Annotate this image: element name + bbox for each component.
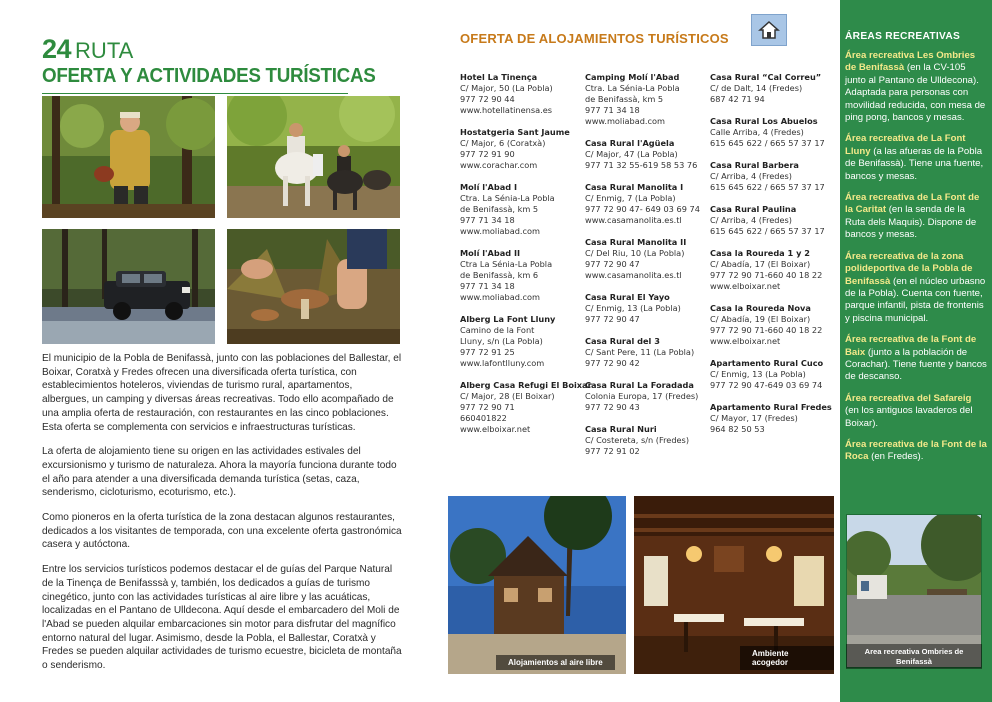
accommodation-entry <box>710 402 836 435</box>
photo-caption: Alojamientos al aire libre <box>496 655 615 670</box>
recreational-area-item <box>845 439 987 464</box>
recreational-area-name: Área recreativa de la zona polideportiva de la Pobla de Benifassà <box>845 250 973 287</box>
accommodation-entry <box>585 380 711 413</box>
accommodation-detail: 687 42 71 94 <box>710 94 765 104</box>
accommodation-detail: 977 72 91 02 <box>585 446 640 456</box>
recreational-area-item <box>845 251 987 325</box>
photo-horse-riders <box>227 96 400 218</box>
sidebar-photo-caption: Area recreativa Ombries de Benifassà <box>846 644 982 669</box>
accommodation-detail: 964 82 50 53 <box>710 424 765 434</box>
page-title: OFERTA Y ACTIVIDADES TURÍSTICAS <box>42 65 376 87</box>
body-paragraph: El municipio de la Pobla de Benifassà, junto con las poblaciones del Ballestar, el Boixar, Coratxà y Fredes ofrecen una diversificada oferta turística, con establecimientos hoteleros, viviendas de turismo rural, apartamentos, albergues, un camping y diversas áreas recreativas. Todo ello acompañado de una amplia oferta de restauración, con restaurantes en las cinco poblaciones. Esta oferta se complementa con servicios e infraestructuras turísticas. <box>42 353 402 433</box>
accommodation-entry <box>460 72 582 116</box>
accommodation-detail: Colonia Europa, 17 (Fredes) <box>585 391 699 401</box>
accommodation-detail[interactable]: www.lafontlluny.com <box>460 358 545 368</box>
accommodation-entry <box>460 248 582 303</box>
offer-heading: OFERTA DE ALOJAMIENTOS TURÍSTICOS <box>460 31 729 46</box>
accommodation-name: Casa Rural Nuri <box>585 424 657 434</box>
accommodation-detail[interactable]: www.corachar.com <box>460 160 538 170</box>
accommodation-name: Molí l'Abad I <box>460 182 518 192</box>
accommodation-detail: de Benifassà, km 6 <box>460 270 539 280</box>
recreational-area-name: Área recreativa de la Font de la Roca <box>845 438 987 463</box>
accommodation-name: Alberg La Font Lluny <box>460 314 556 324</box>
accommodation-detail: C/ Major, 28 (El Boixar) <box>460 391 555 401</box>
accommodation-detail[interactable]: www.moliabad.com <box>460 226 540 236</box>
house-icon[interactable] <box>751 14 787 46</box>
accommodation-detail: 977 72 90 71-660 40 18 22 <box>710 325 823 335</box>
accommodation-detail: 977 72 91 90 <box>460 149 515 159</box>
recreational-area-item <box>845 192 987 242</box>
accommodation-detail: 977 72 90 42 <box>585 358 640 368</box>
accommodation-detail: C/ Abadía, 19 (El Boixar) <box>710 314 811 324</box>
accommodation-detail[interactable]: www.moliabad.com <box>585 116 665 126</box>
photo-jeep-forest <box>42 229 215 344</box>
recreational-area-desc: (en Fredes). <box>868 451 924 463</box>
title-divider <box>42 93 348 94</box>
sidebar-list <box>845 50 987 473</box>
accommodation-entry <box>585 336 711 369</box>
recreational-area-desc: (en la CV-105 junto al Pantano de Ulldecona). Adaptada para personas con movilidad reducida, con mesa de ping pong, bancos y mesas. <box>845 62 986 124</box>
accommodation-detail: C/ Mayor, 17 (Fredes) <box>710 413 798 423</box>
accommodation-detail: 977 71 32 55-619 58 53 76 <box>585 160 698 170</box>
accommodation-entry <box>585 138 711 171</box>
accommodation-name: Casa Rural l'Agüela <box>585 138 675 148</box>
recreational-area-name: Área recreativa de La Font Lluny <box>845 133 966 157</box>
accommodation-entry <box>460 380 592 435</box>
accommodation-detail: 977 72 90 47-649 03 69 74 <box>710 380 823 390</box>
accommodation-detail: C/ Arriba, 4 (Fredes) <box>710 171 792 181</box>
recreational-area-desc: (en el núcleo urbasno de la Pobla). Cuenta con fuente, parque infantil, pista de frontenis y piscina municipal. <box>845 275 986 324</box>
recreational-area-desc: (a las afueras de la Pobla de Benifassà). Tiene una fuente, bancos y mesas. <box>845 145 984 182</box>
accommodation-name: Casa Rural Manolita II <box>585 237 687 247</box>
sidebar-recreational-areas <box>840 0 992 702</box>
accommodation-entry <box>460 314 582 369</box>
accommodation-name: Alberg Casa Refugi El Boixar <box>460 380 592 390</box>
accommodation-name: Casa Rural Manolita I <box>585 182 684 192</box>
body-paragraph: Entre los servicios turísticos podemos destacar el de guías del Parque Natural de la Tinença de Benifasssà y, también, los dedicados a guías de turismo cinegético, junto con las actividades turísticas al aire libre y las acuáticas, localizadas en el Pantano de Ulldecona. Aquí desde el embarcadero del Moli de l'Abad se pueden alquilar embarcaciones sin motor para disfrutar del magnífico entorno natural del lugar. Asimismo, desde la Pobla, el Ballestar, Coratxà y Fredes se pueden alquilar actividades de turismo ecuestre, bicicleta de montaña o senderismo. <box>42 564 402 672</box>
accommodation-name: Molí l'Abad II <box>460 248 521 258</box>
accommodation-detail: 615 645 622 / 665 57 37 17 <box>710 226 825 236</box>
accommodation-entry <box>710 204 836 237</box>
photo-caption: Ambiente acogedor <box>740 646 834 670</box>
accommodation-detail: 977 72 90 71 <box>460 402 515 412</box>
left-page <box>0 0 420 702</box>
accommodation-detail: C/ Del Riu, 10 (La Pobla) <box>585 248 685 258</box>
accommodation-detail: 615 645 622 / 665 57 37 17 <box>710 182 825 192</box>
accommodation-detail[interactable]: www.casamanolita.es.tl <box>585 215 682 225</box>
accommodation-detail: 660401822 <box>460 413 507 423</box>
accommodation-detail: de Benifassà, km 5 <box>460 204 539 214</box>
accommodation-entry <box>585 292 711 325</box>
accommodation-entry <box>585 424 711 457</box>
route-number: 24 <box>42 34 72 64</box>
recreational-area-item <box>845 334 987 384</box>
accommodation-detail[interactable]: www.moliabad.com <box>460 292 540 302</box>
recreational-area-name: Área recreativa de la Font de Baix <box>845 334 977 358</box>
accommodation-detail: C/ Enmig, 7 (La Pobla) <box>585 193 676 203</box>
accommodation-detail: C/ Abadía, 17 (El Boixar) <box>710 259 811 269</box>
accommodation-detail: 977 72 90 47 <box>585 314 640 324</box>
accommodation-name: Casa la Roureda 1 y 2 <box>710 248 810 258</box>
accommodation-detail: 977 71 34 18 <box>460 281 515 291</box>
accommodation-name: Casa la Roureda Nova <box>710 303 811 313</box>
accommodation-detail: 977 72 91 25 <box>460 347 515 357</box>
accommodation-detail: 977 72 90 71-660 40 18 22 <box>710 270 823 280</box>
accommodation-detail: 977 72 90 43 <box>585 402 640 412</box>
accommodation-detail: Lluny, s/n (La Pobla) <box>460 336 543 346</box>
recreational-area-item <box>845 393 987 430</box>
recreational-area-item <box>845 133 987 183</box>
accommodation-detail[interactable]: www.elboixar.net <box>710 336 781 346</box>
accommodation-name: Casa Rural del 3 <box>585 336 660 346</box>
accommodation-name: Casa Rural El Yayo <box>585 292 670 302</box>
accommodation-detail: C/ Arriba, 4 (Fredes) <box>710 215 792 225</box>
accommodation-detail: C/ de Dalt, 14 (Fredes) <box>710 83 803 93</box>
accommodation-detail: C/ Major, 6 (Coratxà) <box>460 138 546 148</box>
accommodation-detail: Camino de la Font <box>460 325 535 335</box>
body-paragraph: Como pioneros en la oferta turística de la zona destacan algunos restaurantes, dedicados a los visitantes de temporada, con una excelente oferta gastronómica casera y autóctona. <box>42 512 402 551</box>
recreational-area-name: Área recreativa Les Ombries de Benifassà <box>845 50 976 74</box>
recreational-area-name: Área recreativa de La Font de la Caritat <box>845 192 980 216</box>
photo-outdoor-lodging <box>448 496 626 674</box>
accommodation-column-1 <box>460 72 592 446</box>
accommodation-name: Casa Rural Los Abuelos <box>710 116 818 126</box>
accommodation-name: Casa Rural “Cal Correu” <box>710 72 822 82</box>
accommodation-detail: de Benifassà, km 5 <box>585 94 664 104</box>
accommodation-detail: Ctra. La Sénia-La Pobla <box>585 83 680 93</box>
accommodation-name: Hostatgeria Sant Jaume <box>460 127 570 137</box>
accommodation-entry <box>710 303 836 347</box>
accommodation-detail: 615 645 622 / 665 57 37 17 <box>710 138 825 148</box>
accommodation-detail[interactable]: www.hotellatinensa.es <box>460 105 553 115</box>
accommodation-entry <box>710 358 836 391</box>
recreational-area-item <box>845 50 987 124</box>
accommodation-entry <box>710 160 836 193</box>
sidebar-title: ÁREAS RECREATIVAS <box>845 31 961 42</box>
photo-cozy-interior <box>634 496 834 674</box>
recreational-area-desc: (en los antiguos lavaderos del Boixar). <box>845 405 973 429</box>
accommodation-detail[interactable]: www.elboixar.net <box>710 281 781 291</box>
accommodation-entry <box>710 116 836 149</box>
accommodation-detail: Ctra. La Sénia-La Pobla <box>460 193 555 203</box>
accommodation-entry <box>585 182 711 226</box>
body-text <box>42 352 402 684</box>
accommodation-detail: 977 71 34 18 <box>460 215 515 225</box>
body-paragraph: La oferta de alojamiento tiene su origen en las actividades estivales del excursionismo y turismo de naturaleza. Ahora la mayoría funciona durante todo el año para atender a una diversificada demanda turística (setas, caza, senderismo, cicloturismo, ecoturismo, etc.). <box>42 446 397 499</box>
accommodation-detail[interactable]: www.elboixar.net <box>460 424 531 434</box>
accommodation-entry <box>460 127 582 171</box>
accommodation-detail: Calle Arriba, 4 (Fredes) <box>710 127 804 137</box>
accommodation-name: Camping Molí l'Abad <box>585 72 680 82</box>
accommodation-detail: C/ Costereta, s/n (Fredes) <box>585 435 690 445</box>
recreational-area-desc: (junto a la población de Corachar). Tiene fuente y bancos de descanso. <box>845 346 987 383</box>
accommodation-name: Apartamento Rural Fredes <box>710 402 832 412</box>
recreational-area-desc: (en la senda de la Ruta dels Maquis). Dispone de bancos y mesas. <box>845 204 977 241</box>
accommodation-entry <box>710 72 836 105</box>
photo-mushroom-hands <box>227 229 400 344</box>
route-word: RUTA <box>75 38 134 63</box>
accommodation-detail: C/ Major, 47 (La Pobla) <box>585 149 678 159</box>
accommodation-name: Apartamento Rural Cuco <box>710 358 824 368</box>
accommodation-detail: C/ Sant Pere, 11 (La Pobla) <box>585 347 695 357</box>
accommodation-detail: C/ Major, 50 (La Pobla) <box>460 83 553 93</box>
accommodation-entry <box>585 72 711 127</box>
accommodation-detail: C/ Enmig, 13 (La Pobla) <box>585 303 681 313</box>
accommodation-detail: 977 72 90 44 <box>460 94 515 104</box>
photo-mushroom-picker <box>42 96 215 218</box>
accommodation-entry <box>585 237 711 281</box>
accommodation-detail: C/ Enmig, 13 (La Pobla) <box>710 369 806 379</box>
accommodation-detail: 977 71 34 18 <box>585 105 640 115</box>
accommodation-page <box>448 0 836 702</box>
accommodation-column-2 <box>585 72 711 468</box>
accommodation-name: Hotel La Tinença <box>460 72 538 82</box>
accommodation-entry <box>460 182 582 237</box>
accommodation-detail: Ctra La Sénia-La Pobla <box>460 259 553 269</box>
accommodation-name: Casa Rural Paulina <box>710 204 797 214</box>
recreational-area-name: Área recreativa del Safareig <box>845 392 972 404</box>
accommodation-column-3 <box>710 72 836 446</box>
accommodation-name: Casa Rural La Foradada <box>585 380 694 390</box>
accommodation-detail: 977 72 90 47 <box>585 259 640 269</box>
accommodation-name: Casa Rural Barbera <box>710 160 799 170</box>
accommodation-detail: 977 72 90 47- 649 03 69 74 <box>585 204 700 214</box>
accommodation-detail[interactable]: www.casamanolita.es.tl <box>585 270 682 280</box>
accommodation-entry <box>710 248 836 292</box>
route-header <box>42 34 376 94</box>
